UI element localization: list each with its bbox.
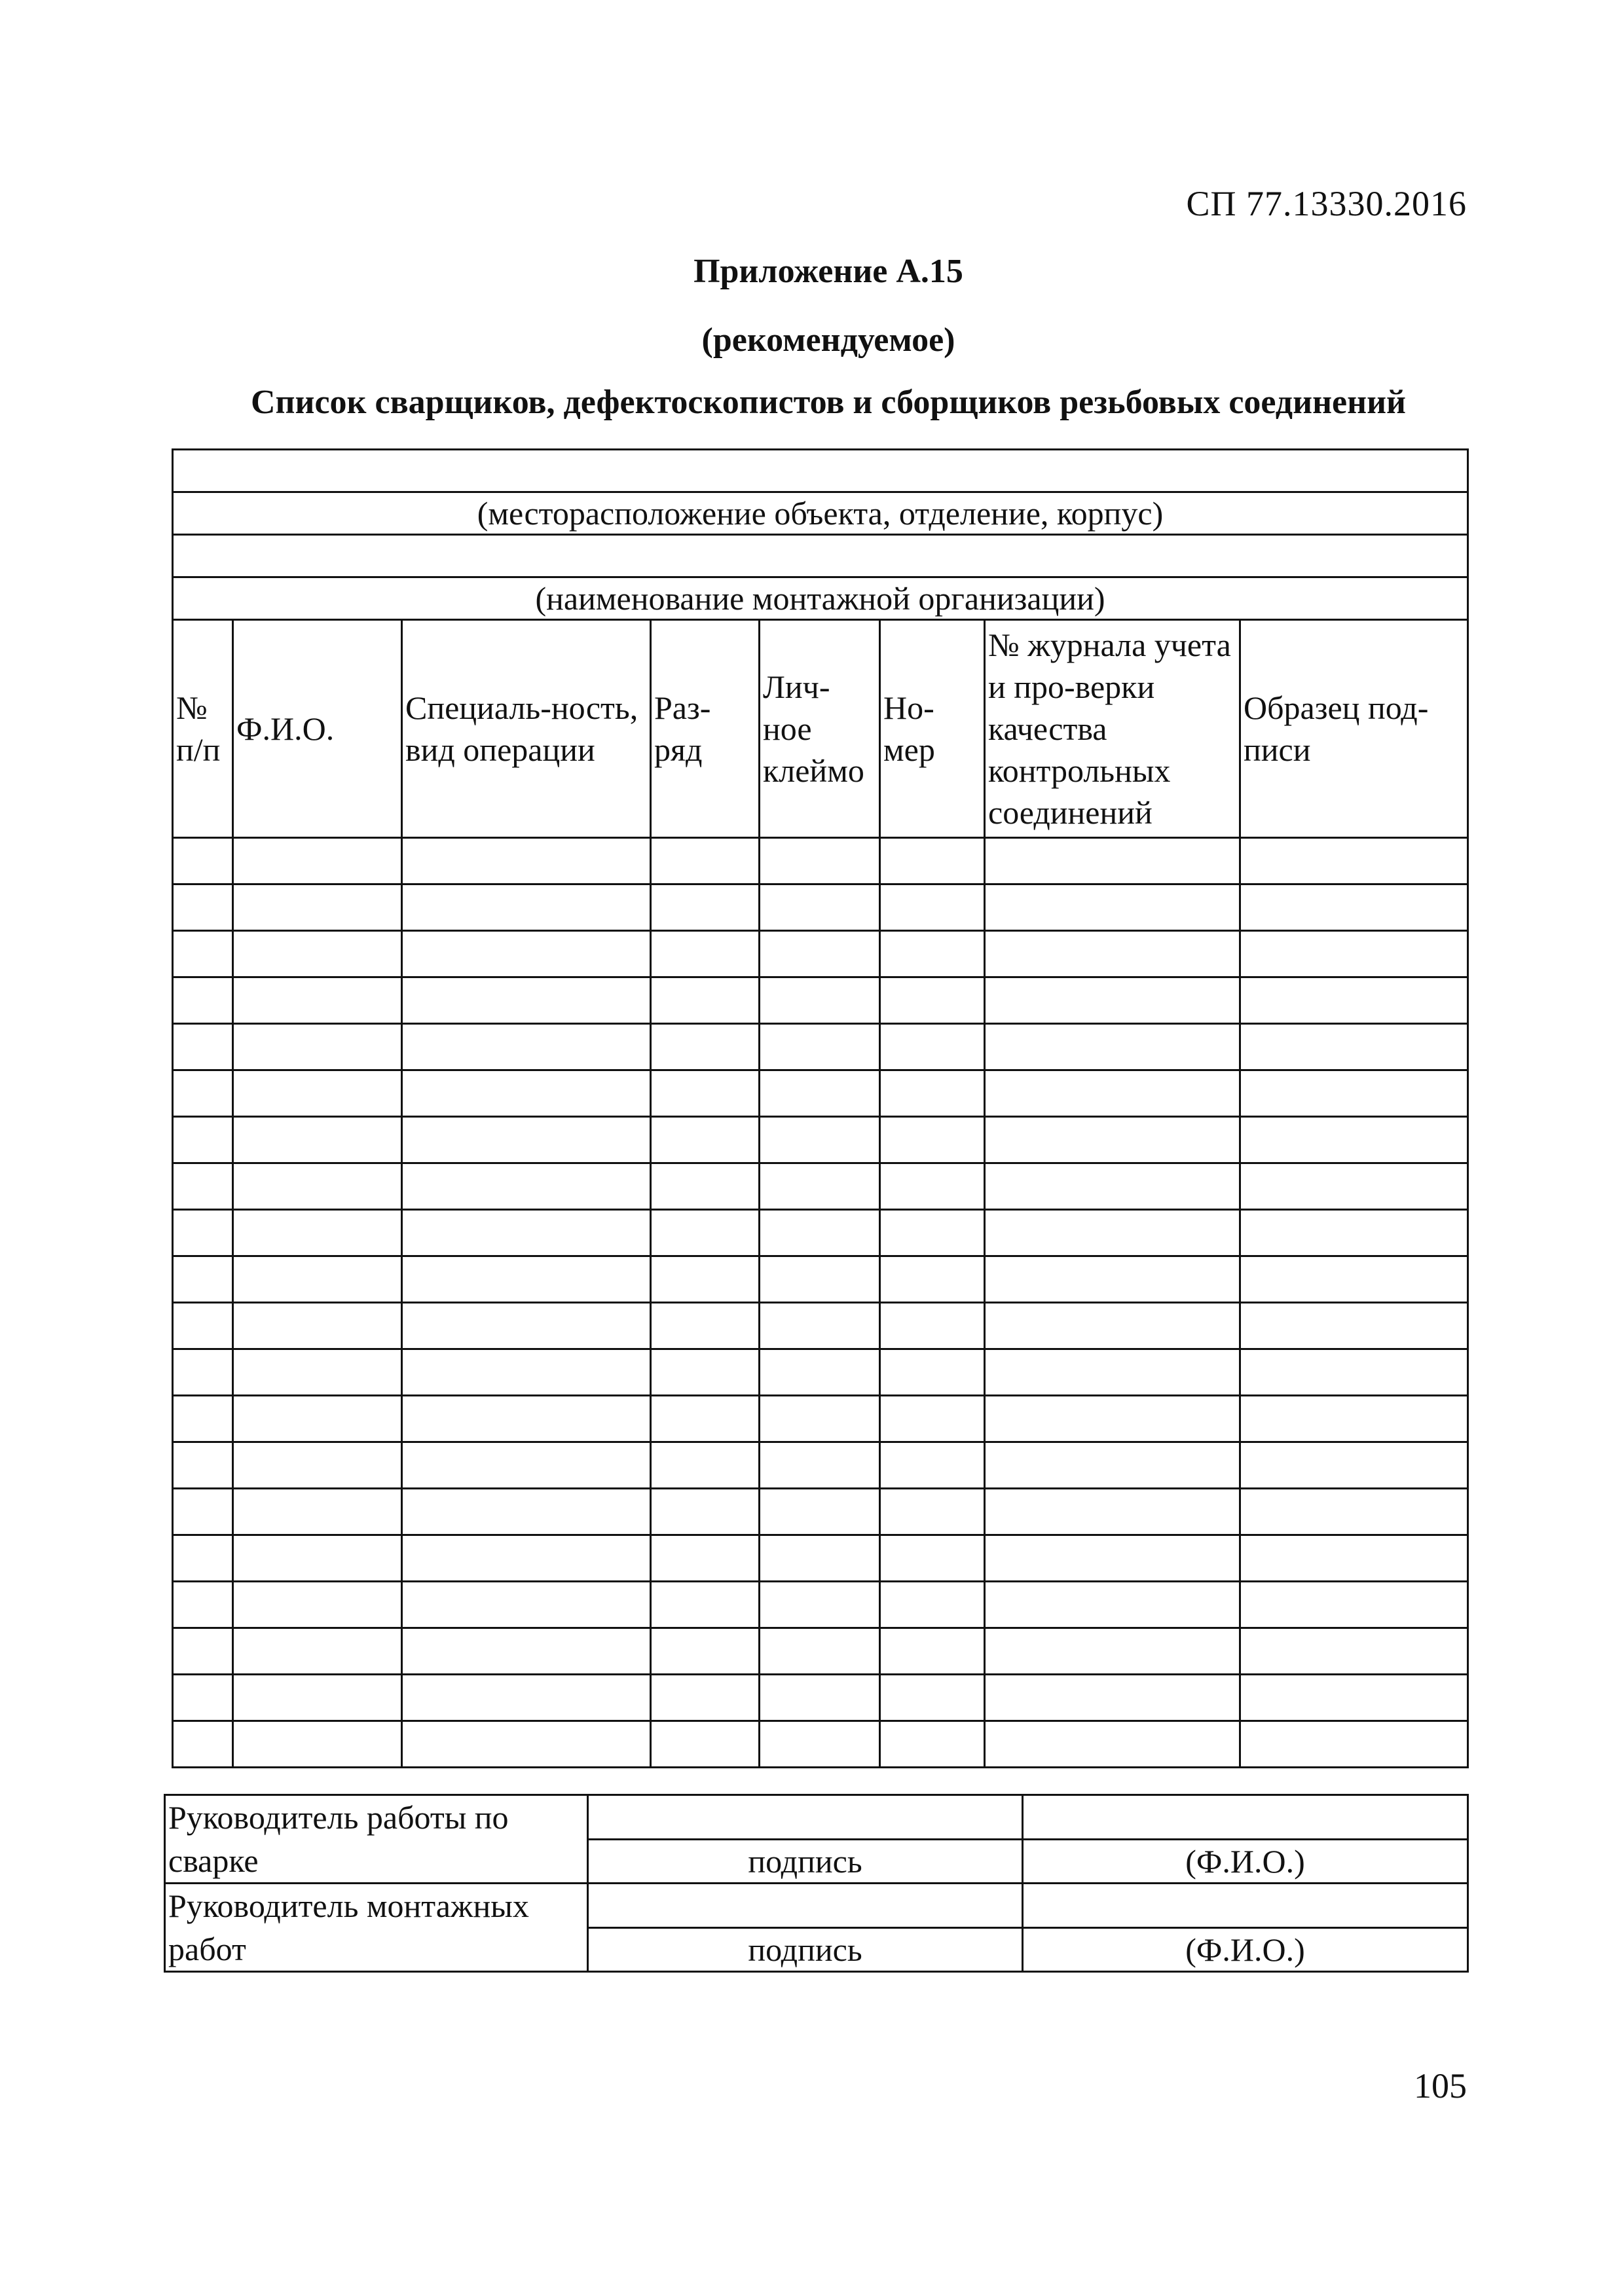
table-cell[interactable] — [1240, 1396, 1468, 1442]
table-cell[interactable] — [402, 1535, 651, 1582]
table-row — [173, 1396, 1468, 1442]
table-cell[interactable] — [173, 1489, 233, 1535]
table-cell[interactable] — [173, 931, 233, 977]
table-cell[interactable] — [402, 1163, 651, 1210]
table-cell[interactable] — [173, 1721, 233, 1768]
welding-head-label: Руководитель работы по сварке — [165, 1795, 588, 1884]
table-cell[interactable] — [233, 1442, 402, 1489]
table-cell[interactable] — [173, 1535, 233, 1582]
table-row — [173, 1582, 1468, 1628]
table-cell[interactable] — [173, 838, 233, 884]
organization-caption: (наименование монтажной организации) — [173, 577, 1468, 620]
table-cell[interactable] — [651, 1628, 760, 1675]
table-cell[interactable] — [402, 1303, 651, 1349]
table-cell[interactable] — [1240, 1163, 1468, 1210]
table-cell[interactable] — [651, 1210, 760, 1256]
table-cell[interactable] — [173, 1349, 233, 1396]
table-cell[interactable] — [985, 1210, 1240, 1256]
table-cell[interactable] — [985, 838, 1240, 884]
table-cell[interactable] — [880, 1256, 985, 1303]
table-cell[interactable] — [651, 1024, 760, 1070]
table-cell[interactable] — [233, 1210, 402, 1256]
table-cell[interactable] — [651, 1442, 760, 1489]
table-cell[interactable] — [985, 1442, 1240, 1489]
table-row — [173, 1349, 1468, 1396]
table-cell[interactable] — [1240, 1303, 1468, 1349]
table-cell[interactable] — [880, 1024, 985, 1070]
table-cell[interactable] — [760, 1303, 880, 1349]
table-cell[interactable] — [402, 1024, 651, 1070]
table-cell[interactable] — [173, 1070, 233, 1117]
table-cell[interactable] — [651, 1675, 760, 1721]
table-cell[interactable] — [402, 977, 651, 1024]
table-cell[interactable] — [880, 1535, 985, 1582]
table-cell[interactable] — [985, 1535, 1240, 1582]
table-cell[interactable] — [233, 1675, 402, 1721]
table-cell[interactable] — [173, 884, 233, 931]
table-row — [173, 1535, 1468, 1582]
column-header-num: № п/п — [173, 620, 233, 838]
table-row — [173, 977, 1468, 1024]
table-cell[interactable] — [402, 838, 651, 884]
table-cell[interactable] — [880, 1628, 985, 1675]
table-cell[interactable] — [1240, 1349, 1468, 1396]
table-cell[interactable] — [760, 1489, 880, 1535]
table-cell[interactable] — [760, 1582, 880, 1628]
signature-hint: подпись — [588, 1839, 1023, 1884]
table-cell[interactable] — [651, 1117, 760, 1163]
table-cell[interactable] — [233, 1163, 402, 1210]
table-cell[interactable] — [985, 1582, 1240, 1628]
signature-table — [164, 1794, 1469, 1973]
table-cell[interactable] — [233, 1024, 402, 1070]
table-cell[interactable] — [173, 1675, 233, 1721]
table-cell[interactable] — [1240, 1535, 1468, 1582]
table-row — [173, 1163, 1468, 1210]
assembly-head-signature-field[interactable] — [588, 1884, 1023, 1928]
table-cell[interactable] — [760, 1070, 880, 1117]
location-caption: (месторасположение объекта, отделение, корпус) — [173, 492, 1468, 535]
table-cell[interactable] — [985, 977, 1240, 1024]
table-cell[interactable] — [985, 1628, 1240, 1675]
table-cell[interactable] — [233, 977, 402, 1024]
column-header-fio: Ф.И.О. — [233, 620, 402, 838]
table-cell[interactable] — [402, 1070, 651, 1117]
document-code: СП 77.13330.2016 — [1186, 184, 1467, 223]
column-header-stamp: Лич-ное клеймо — [760, 620, 880, 838]
table-cell[interactable] — [1240, 1070, 1468, 1117]
table-row — [173, 1628, 1468, 1675]
table-cell[interactable] — [651, 1303, 760, 1349]
table-cell[interactable] — [880, 1721, 985, 1768]
table-cell[interactable] — [402, 1117, 651, 1163]
table-cell[interactable] — [402, 1349, 651, 1396]
table-cell[interactable] — [651, 838, 760, 884]
table-cell[interactable] — [233, 1070, 402, 1117]
table-cell[interactable] — [880, 1396, 985, 1442]
column-header-grade: Раз-ряд — [651, 620, 760, 838]
table-cell[interactable] — [760, 1117, 880, 1163]
fio-hint: (Ф.И.О.) — [1023, 1839, 1468, 1884]
table-cell[interactable] — [985, 884, 1240, 931]
table-cell[interactable] — [760, 1256, 880, 1303]
table-cell[interactable] — [1240, 1628, 1468, 1675]
table-cell[interactable] — [985, 1256, 1240, 1303]
table-cell[interactable] — [985, 1721, 1240, 1768]
table-cell[interactable] — [760, 1210, 880, 1256]
table-cell[interactable] — [233, 1721, 402, 1768]
table-cell[interactable] — [402, 1721, 651, 1768]
table-cell[interactable] — [880, 1582, 985, 1628]
table-row — [173, 884, 1468, 931]
table-cell[interactable] — [760, 1442, 880, 1489]
table-cell[interactable] — [651, 977, 760, 1024]
table-cell[interactable] — [1240, 1489, 1468, 1535]
welding-head-fio-field[interactable] — [1023, 1795, 1468, 1840]
table-cell[interactable] — [760, 1721, 880, 1768]
table-cell[interactable] — [880, 1349, 985, 1396]
table-cell[interactable] — [985, 1070, 1240, 1117]
table-cell[interactable] — [880, 1210, 985, 1256]
table-cell[interactable] — [880, 931, 985, 977]
table-row — [173, 1117, 1468, 1163]
column-header-specialty: Специаль-ность, вид операции — [402, 620, 651, 838]
table-row — [173, 931, 1468, 977]
organization-field[interactable] — [173, 535, 1468, 577]
location-field[interactable] — [173, 450, 1468, 492]
table-cell[interactable] — [880, 977, 985, 1024]
table-row — [173, 1489, 1468, 1535]
table-header-row — [173, 620, 1468, 838]
table-cell[interactable] — [402, 884, 651, 931]
table-cell[interactable] — [651, 1582, 760, 1628]
appendix-title: Приложение А.15 — [693, 253, 963, 290]
table-cell[interactable] — [880, 1303, 985, 1349]
table-cell[interactable] — [880, 1675, 985, 1721]
table-cell[interactable] — [233, 1628, 402, 1675]
table-cell[interactable] — [173, 1256, 233, 1303]
table-cell[interactable] — [173, 1024, 233, 1070]
table-cell[interactable] — [233, 1349, 402, 1396]
table-cell[interactable] — [233, 1117, 402, 1163]
appendix-status: (рекомендуемое) — [701, 321, 955, 359]
table-cell[interactable] — [173, 1210, 233, 1256]
table-cell[interactable] — [760, 1628, 880, 1675]
table-cell[interactable] — [880, 884, 985, 931]
table-cell[interactable] — [651, 1489, 760, 1535]
table-cell[interactable] — [173, 1582, 233, 1628]
table-cell[interactable] — [760, 931, 880, 977]
signature-hint: подпись — [588, 1927, 1023, 1972]
table-cell[interactable] — [985, 1349, 1240, 1396]
table-cell[interactable] — [985, 1303, 1240, 1349]
table-cell[interactable] — [233, 1396, 402, 1442]
table-cell[interactable] — [880, 838, 985, 884]
table-cell[interactable] — [1240, 838, 1468, 884]
table-cell[interactable] — [233, 1489, 402, 1535]
table-cell[interactable] — [233, 1256, 402, 1303]
table-cell[interactable] — [1240, 1256, 1468, 1303]
table-cell[interactable] — [985, 1024, 1240, 1070]
table-row — [173, 1303, 1468, 1349]
table-cell[interactable] — [651, 1396, 760, 1442]
table-row — [173, 1675, 1468, 1721]
table-cell[interactable] — [1240, 1442, 1468, 1489]
table-row — [173, 1070, 1468, 1117]
table-cell[interactable] — [880, 1163, 985, 1210]
table-cell[interactable] — [651, 1721, 760, 1768]
table-cell[interactable] — [402, 1628, 651, 1675]
table-cell[interactable] — [985, 931, 1240, 977]
table-cell[interactable] — [651, 1163, 760, 1210]
table-row — [173, 1721, 1468, 1768]
table-cell[interactable] — [173, 977, 233, 1024]
table-cell[interactable] — [402, 1489, 651, 1535]
table-cell[interactable] — [760, 1396, 880, 1442]
table-cell[interactable] — [651, 1535, 760, 1582]
table-cell[interactable] — [233, 1303, 402, 1349]
table-cell[interactable] — [233, 884, 402, 931]
page-number: 105 — [1414, 2066, 1467, 2105]
table-cell[interactable] — [402, 1582, 651, 1628]
personnel-table — [172, 448, 1469, 1768]
table-cell[interactable] — [651, 1349, 760, 1396]
table-cell[interactable] — [1240, 884, 1468, 931]
table-cell[interactable] — [173, 1628, 233, 1675]
table-cell[interactable] — [173, 1442, 233, 1489]
table-row — [173, 1256, 1468, 1303]
assembly-head-fio-field[interactable] — [1023, 1884, 1468, 1928]
table-cell[interactable] — [760, 1349, 880, 1396]
table-cell[interactable] — [402, 1256, 651, 1303]
table-cell[interactable] — [760, 1535, 880, 1582]
column-header-signature-sample: Образец под-писи — [1240, 620, 1468, 838]
table-cell[interactable] — [233, 931, 402, 977]
table-cell[interactable] — [880, 1489, 985, 1535]
table-cell[interactable] — [402, 931, 651, 977]
table-cell[interactable] — [880, 1442, 985, 1489]
table-cell[interactable] — [760, 884, 880, 931]
table-cell[interactable] — [173, 1396, 233, 1442]
table-cell[interactable] — [1240, 1675, 1468, 1721]
table-cell[interactable] — [1240, 1721, 1468, 1768]
table-cell[interactable] — [173, 1163, 233, 1210]
welding-head-signature-field[interactable] — [588, 1795, 1023, 1840]
table-body — [173, 838, 1468, 1768]
column-header-journal: № журнала учета и про-верки качества контрольных соединений — [985, 620, 1240, 838]
table-cell[interactable] — [1240, 1024, 1468, 1070]
table-cell[interactable] — [985, 1163, 1240, 1210]
table-cell[interactable] — [880, 1070, 985, 1117]
table-cell[interactable] — [402, 1396, 651, 1442]
table-cell[interactable] — [760, 1675, 880, 1721]
table-cell[interactable] — [402, 1210, 651, 1256]
table-row — [173, 1442, 1468, 1489]
table-cell[interactable] — [985, 1396, 1240, 1442]
table-row — [173, 1024, 1468, 1070]
table-cell[interactable] — [1240, 931, 1468, 977]
table-cell[interactable] — [402, 1442, 651, 1489]
column-header-number: Но-мер — [880, 620, 985, 838]
table-cell[interactable] — [651, 884, 760, 931]
table-row — [173, 1210, 1468, 1256]
list-title: Список сварщиков, дефектоскопистов и сборщиков резьбовых соединений — [250, 384, 1406, 421]
table-cell[interactable] — [760, 838, 880, 884]
table-cell[interactable] — [760, 977, 880, 1024]
fio-hint: (Ф.И.О.) — [1023, 1927, 1468, 1972]
table-cell[interactable] — [760, 1163, 880, 1210]
table-cell[interactable] — [1240, 1210, 1468, 1256]
table-cell[interactable] — [651, 1070, 760, 1117]
table-cell[interactable] — [233, 838, 402, 884]
table-row — [173, 838, 1468, 884]
table-cell[interactable] — [985, 1117, 1240, 1163]
table-cell[interactable] — [760, 1024, 880, 1070]
table-cell[interactable] — [1240, 977, 1468, 1024]
table-cell[interactable] — [985, 1675, 1240, 1721]
table-cell[interactable] — [985, 1489, 1240, 1535]
assembly-head-label: Руководитель монтажных работ — [165, 1884, 588, 1972]
table-cell[interactable] — [651, 1256, 760, 1303]
table-cell[interactable] — [880, 1117, 985, 1163]
table-cell[interactable] — [402, 1675, 651, 1721]
table-cell[interactable] — [1240, 1582, 1468, 1628]
table-cell[interactable] — [173, 1303, 233, 1349]
table-cell[interactable] — [1240, 1117, 1468, 1163]
table-cell[interactable] — [233, 1582, 402, 1628]
table-cell[interactable] — [173, 1117, 233, 1163]
table-cell[interactable] — [651, 931, 760, 977]
table-cell[interactable] — [233, 1535, 402, 1582]
